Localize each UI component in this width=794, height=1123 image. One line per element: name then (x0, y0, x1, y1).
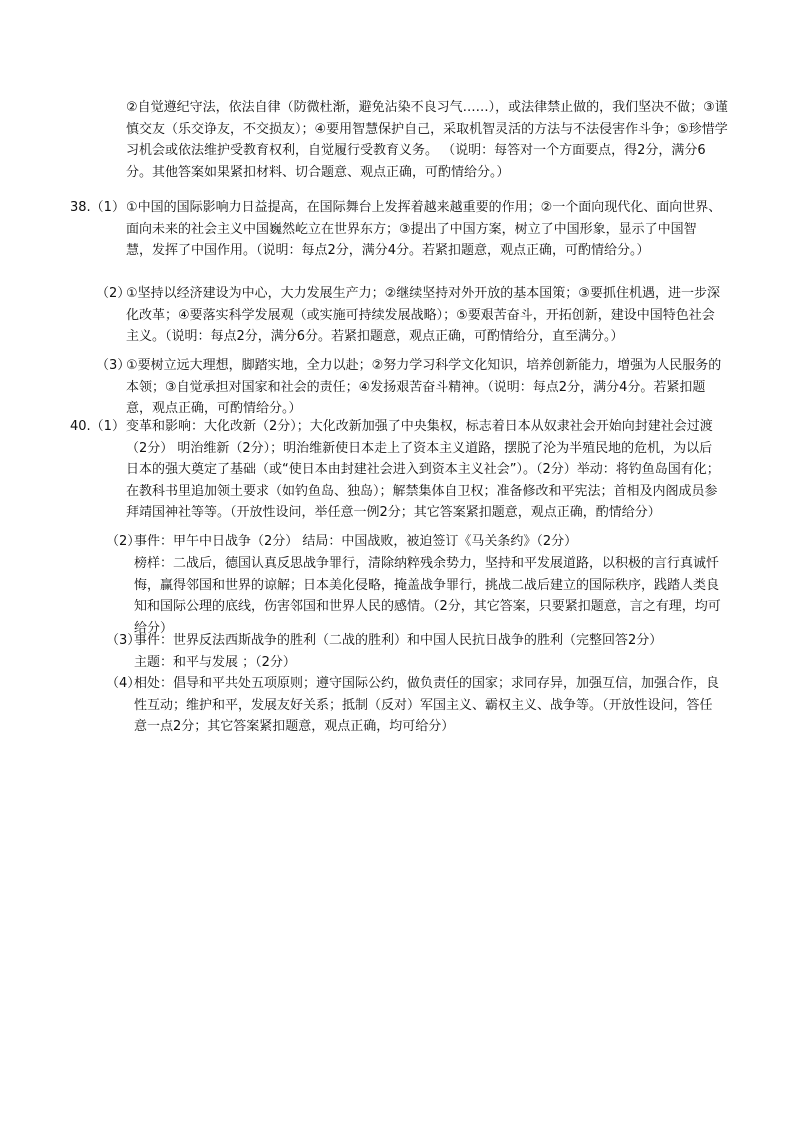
answer-40-3-theme: 主题：和平与发展 ；（2分） (134, 655, 296, 670)
answer-40-2-examples: 榜样：二战后，德国认真反思战争罪行，清除纳粹残余势力，坚持和平发展道路，以积极的言行真诚忏悔，赢得邻国和世界的谅解；日本美化侵略，掩盖战争罪行，挑战二战后建立的国际秩序，践踏人类良知和国际公理的底线，伤害邻国和世界人民的感情。（2分，其它答案，只要紧扣题意，言之有理，均可给分） (134, 556, 721, 636)
answer-40-1: 变革和影响：大化改新（2分）；大化改新加强了中央集权，标志着日本从奴隶社会开始向封建社会过渡（2分） 明治维新（2分）；明治维新使日本走上了资本主义道路，摆脱了沦为半殖民地的危机，为以后日本的强大奠定了基础（或“使日本由封建社会进入到资本主义社会”）。（2分）举动：将钓鱼岛国有化；在教科书里追加领土要求（如钓鱼岛、独岛）；解禁集体自卫权；准备修改和平宪法；首相及内阁成员参拜靖国神社等等。（开放性设问，举任意一例2分；其它答案紧扣题意，观点正确，酌情给分） (126, 419, 720, 520)
question-38-1-number: 38.（1） (70, 200, 125, 215)
question-38-2-number: （2） (96, 286, 131, 301)
answer-38-1: ①中国的国际影响力日益提高，在国际舞台上发挥着越来越重要的作用；②一个面向现代化、面向世界、面向未来的社会主义中国巍然屹立在世界东方；③提出了中国方案，树立了中国形象，显示了中国智慧，发挥了中国作用。（说明：每点2分，满分4分。若紧扣题意，观点正确，可酌情给分。） (126, 200, 722, 258)
answer-38-2: ①坚持以经济建设为中心，大力发展生产力；②继续坚持对外开放的基本国策；③要抓住机遇，进一步深化改革；④要落实科学发展观（或实施可持续发展战略）；⑤要艰苦奋斗，开拓创新，建设中国特色社会主义。（说明：每点2分，满分6分。若紧扣题意，观点正确，可酌情给分，直至满分。） (126, 286, 720, 344)
answer-continuation-q37: ②自觉遵纪守法，依法自律（防微杜渐，避免沾染不良习气……），或法律禁止做的，我们坚决不做；③谨慎交友（乐交诤友，不交损友）；④要用智慧保护自己，采取机智灵活的方法与不法侵害作斗争；⑤珍惜学习机会或依法维护受教育权利，自觉履行受教育义务。 （说明：每答对一个方面要点，得2分，满分6分。其他答案如果紧扣材料、切合题意、观点正确，可酌情给分。） (126, 100, 728, 180)
answer-40-4: 相处：倡导和平共处五项原则；遵守国际公约，做负责任的国家；求同存异，加强互信，加强合作，良性互动；维护和平，发展友好关系；抵制（反对）军国主义、霸权主义、战争等。（开放性设问，答任意一点2分；其它答案紧扣题意，观点正确，均可给分） (134, 676, 720, 734)
question-40-2-number: （2） (106, 534, 141, 549)
question-40-4-number: （4） (106, 676, 141, 691)
question-38-3-number: （3） (96, 358, 131, 373)
answer-38-3: ①要树立远大理想，脚踏实地，全力以赴；②努力学习科学文化知识，培养创新能力，增强为人民服务的本领；③自觉承担对国家和社会的责任；④发扬艰苦奋斗精神。（说明：每点2分，满分4分。若紧扣题意，观点正确，可酌情给分。） (126, 358, 722, 416)
answer-40-3-event: 事件：世界反法西斯战争的胜利（二战的胜利）和中国人民抗日战争的胜利（完整回答2分） (134, 633, 663, 648)
question-40-1-number: 40.（1） (70, 419, 125, 434)
question-40-3-number: （3） (106, 633, 141, 648)
answer-40-2-event: 事件：甲午中日战争（2分） 结局：中国战败，被迫签订《马关条约》（2分） (134, 534, 578, 549)
